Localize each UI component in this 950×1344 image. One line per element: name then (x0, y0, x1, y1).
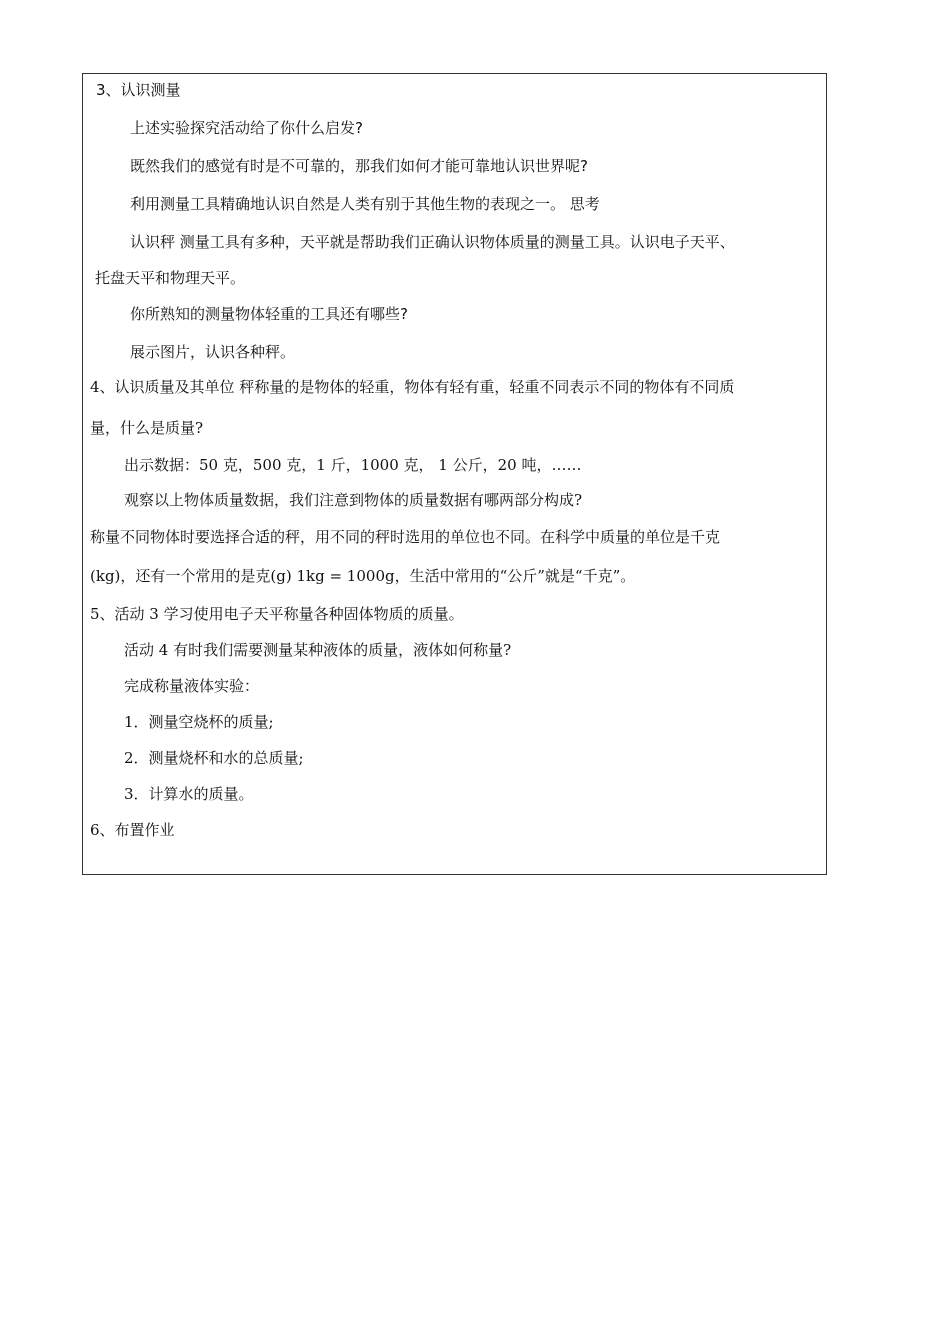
section-6-heading: 6、布置作业 (90, 821, 175, 839)
section-3-heading: 3、认识测量 (96, 81, 181, 99)
section-4-line: 出示数据：50 克，500 克，1 斤，1000 克， 1 公斤，20 吨，…… (124, 456, 582, 474)
section-5-line: 3．计算水的质量。 (124, 785, 254, 803)
section-5-line: 活动 4 有时我们需要测量某种液体的质量，液体如何称量? (124, 641, 512, 659)
section-3-line: 上述实验探究活动给了你什么启发? (130, 119, 363, 137)
section-5-heading: 5、活动 3 学习使用电子天平称量各种固体物质的质量。 (90, 605, 464, 623)
section-3-line: 你所熟知的测量物体轻重的工具还有哪些? (130, 305, 408, 323)
section-4-line: 量，什么是质量? (90, 419, 204, 437)
section-5-line: 2．测量烧杯和水的总质量; (124, 749, 304, 767)
section-3-line: 认识秤 测量工具有多种，天平就是帮助我们正确认识物体质量的测量工具。认识电子天平、 (130, 233, 735, 251)
section-5-line: 完成称量液体实验： (124, 677, 260, 695)
section-3-line: 既然我们的感觉有时是不可靠的，那我们如何才能可靠地认识世界呢? (130, 157, 588, 175)
section-4-line: 称量不同物体时要选择合适的秤，用不同的秤时选用的单位也不同。在科学中质量的单位是千克 (90, 528, 721, 546)
section-4-line: (kg)，还有一个常用的是克(g) 1kg = 1000g，生活中常用的“公斤”就是“千克”。 (90, 567, 636, 585)
section-3-line: 托盘天平和物理天平。 (95, 269, 246, 287)
section-4-line: 观察以上物体质量数据，我们注意到物体的质量数据有哪两部分构成? (124, 491, 583, 509)
section-4-heading: 4、认识质量及其单位 秤称量的是物体的轻重，物体有轻有重，轻重不同表示不同的物体有不同质 (90, 378, 735, 396)
section-3-line: 展示图片，认识各种秤。 (130, 343, 296, 361)
section-5-line: 1．测量空烧杯的质量; (124, 713, 274, 731)
section-3-line: 利用测量工具精确地认识自然是人类有别于其他生物的表现之一。 思考 (130, 195, 600, 213)
